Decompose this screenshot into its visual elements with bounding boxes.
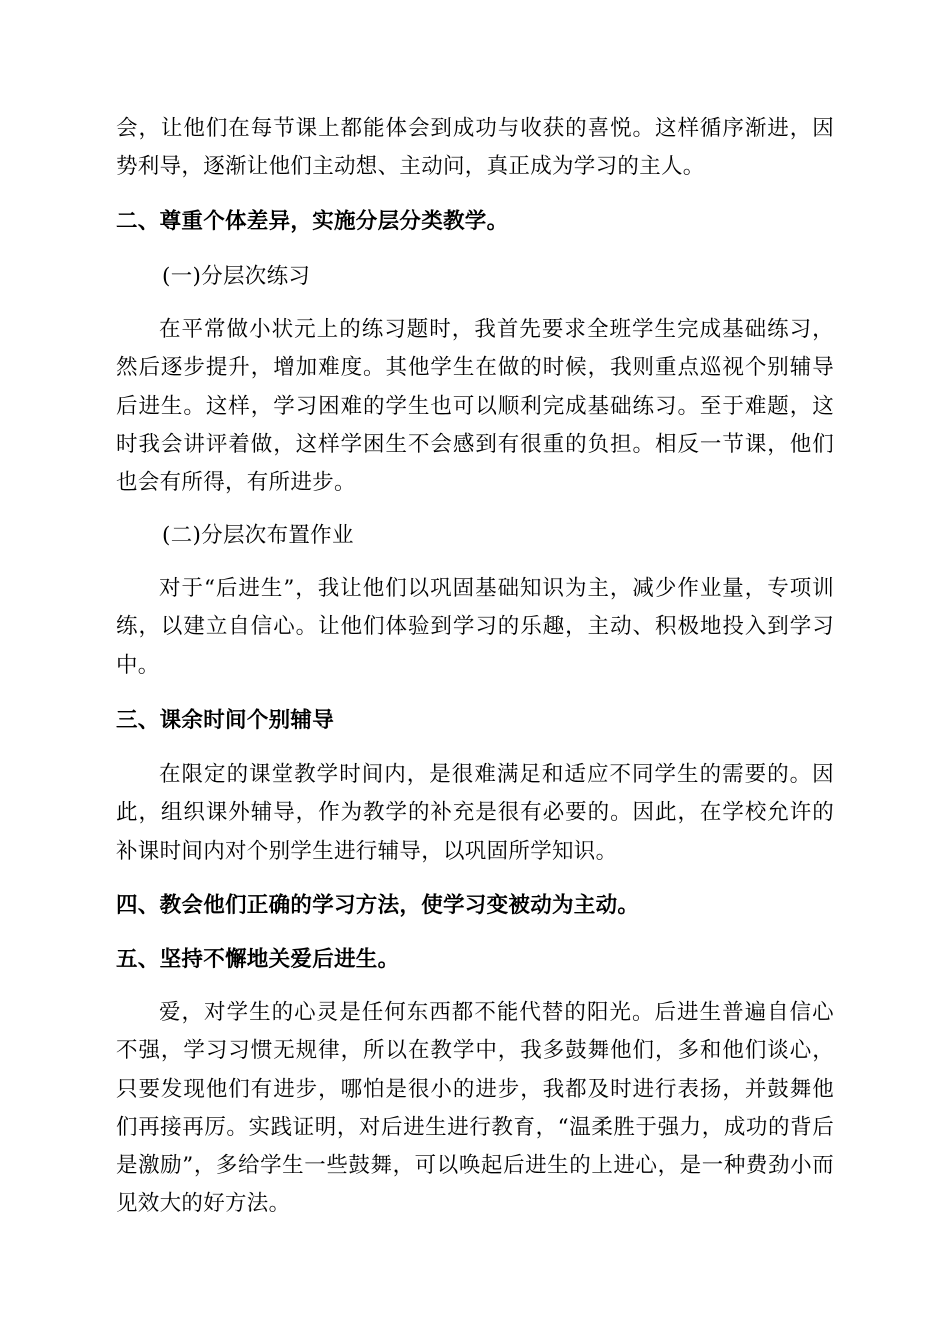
paragraph-after-class-tutoring: 在限定的课堂教学时间内，是很难满足和适应不同学生的需要的。因此，组织课外辅导，作为教学的补充是很有必要的。因此，在学校允许的补课时间内对个别学生进行辅导，以巩固所学知识。 (116, 762, 834, 864)
paragraph-layered-homework: 对于“后进生”，我让他们以巩固基础知识为主，减少作业量，专项训练，以建立自信心。让他们体验到学习的乐趣，主动、积极地投入到学习中。 (116, 576, 834, 678)
subheading-layered-practice: (一)分层次练习 (162, 264, 311, 289)
heading-section-2: 二、尊重个体差异，实施分层分类教学。 (116, 209, 509, 234)
subheading-layered-homework: (二)分层次布置作业 (162, 523, 354, 548)
heading-section-3: 三、课余时间个别辅导 (116, 708, 335, 733)
heading-section-4: 四、教会他们正确的学习方法，使学习变被动为主动。 (116, 893, 640, 918)
paragraph-caring-for-students: 爱，对学生的心灵是任何东西都不能代替的阳光。后进生普遍自信心不强，学习习惯无规律，所以在教学中，我多鼓舞他们，多和他们谈心，只要发现他们有进步，哪怕是很小的进步，我都及时进行表扬，并鼓舞他们再接再厉。实践证明，对后进生进行教育，“温柔胜于强力，成功的背后是激励”，多给学生一些鼓舞，可以唤起后进生的上进心，是一种费劲小而见效大的好方法。 (116, 1000, 834, 1217)
paragraph-intro-continued: 会，让他们在每节课上都能体会到成功与收获的喜悦。这样循序渐进，因势利导，逐渐让他们主动想、主动问，真正成为学习的主人。 (116, 116, 834, 180)
paragraph-layered-practice: 在平常做小状元上的练习题时，我首先要求全班学生完成基础练习，然后逐步提升，增加难度。其他学生在做的时候，我则重点巡视个别辅导后进生。这样，学习困难的学生也可以顺利完成基础练习。至于难题，这时我会讲评着做，这样学困生不会感到有很重的负担。相反一节课，他们也会有所得，有所进步。 (116, 317, 834, 496)
heading-section-5: 五、坚持不懈地关爱后进生。 (116, 947, 400, 972)
